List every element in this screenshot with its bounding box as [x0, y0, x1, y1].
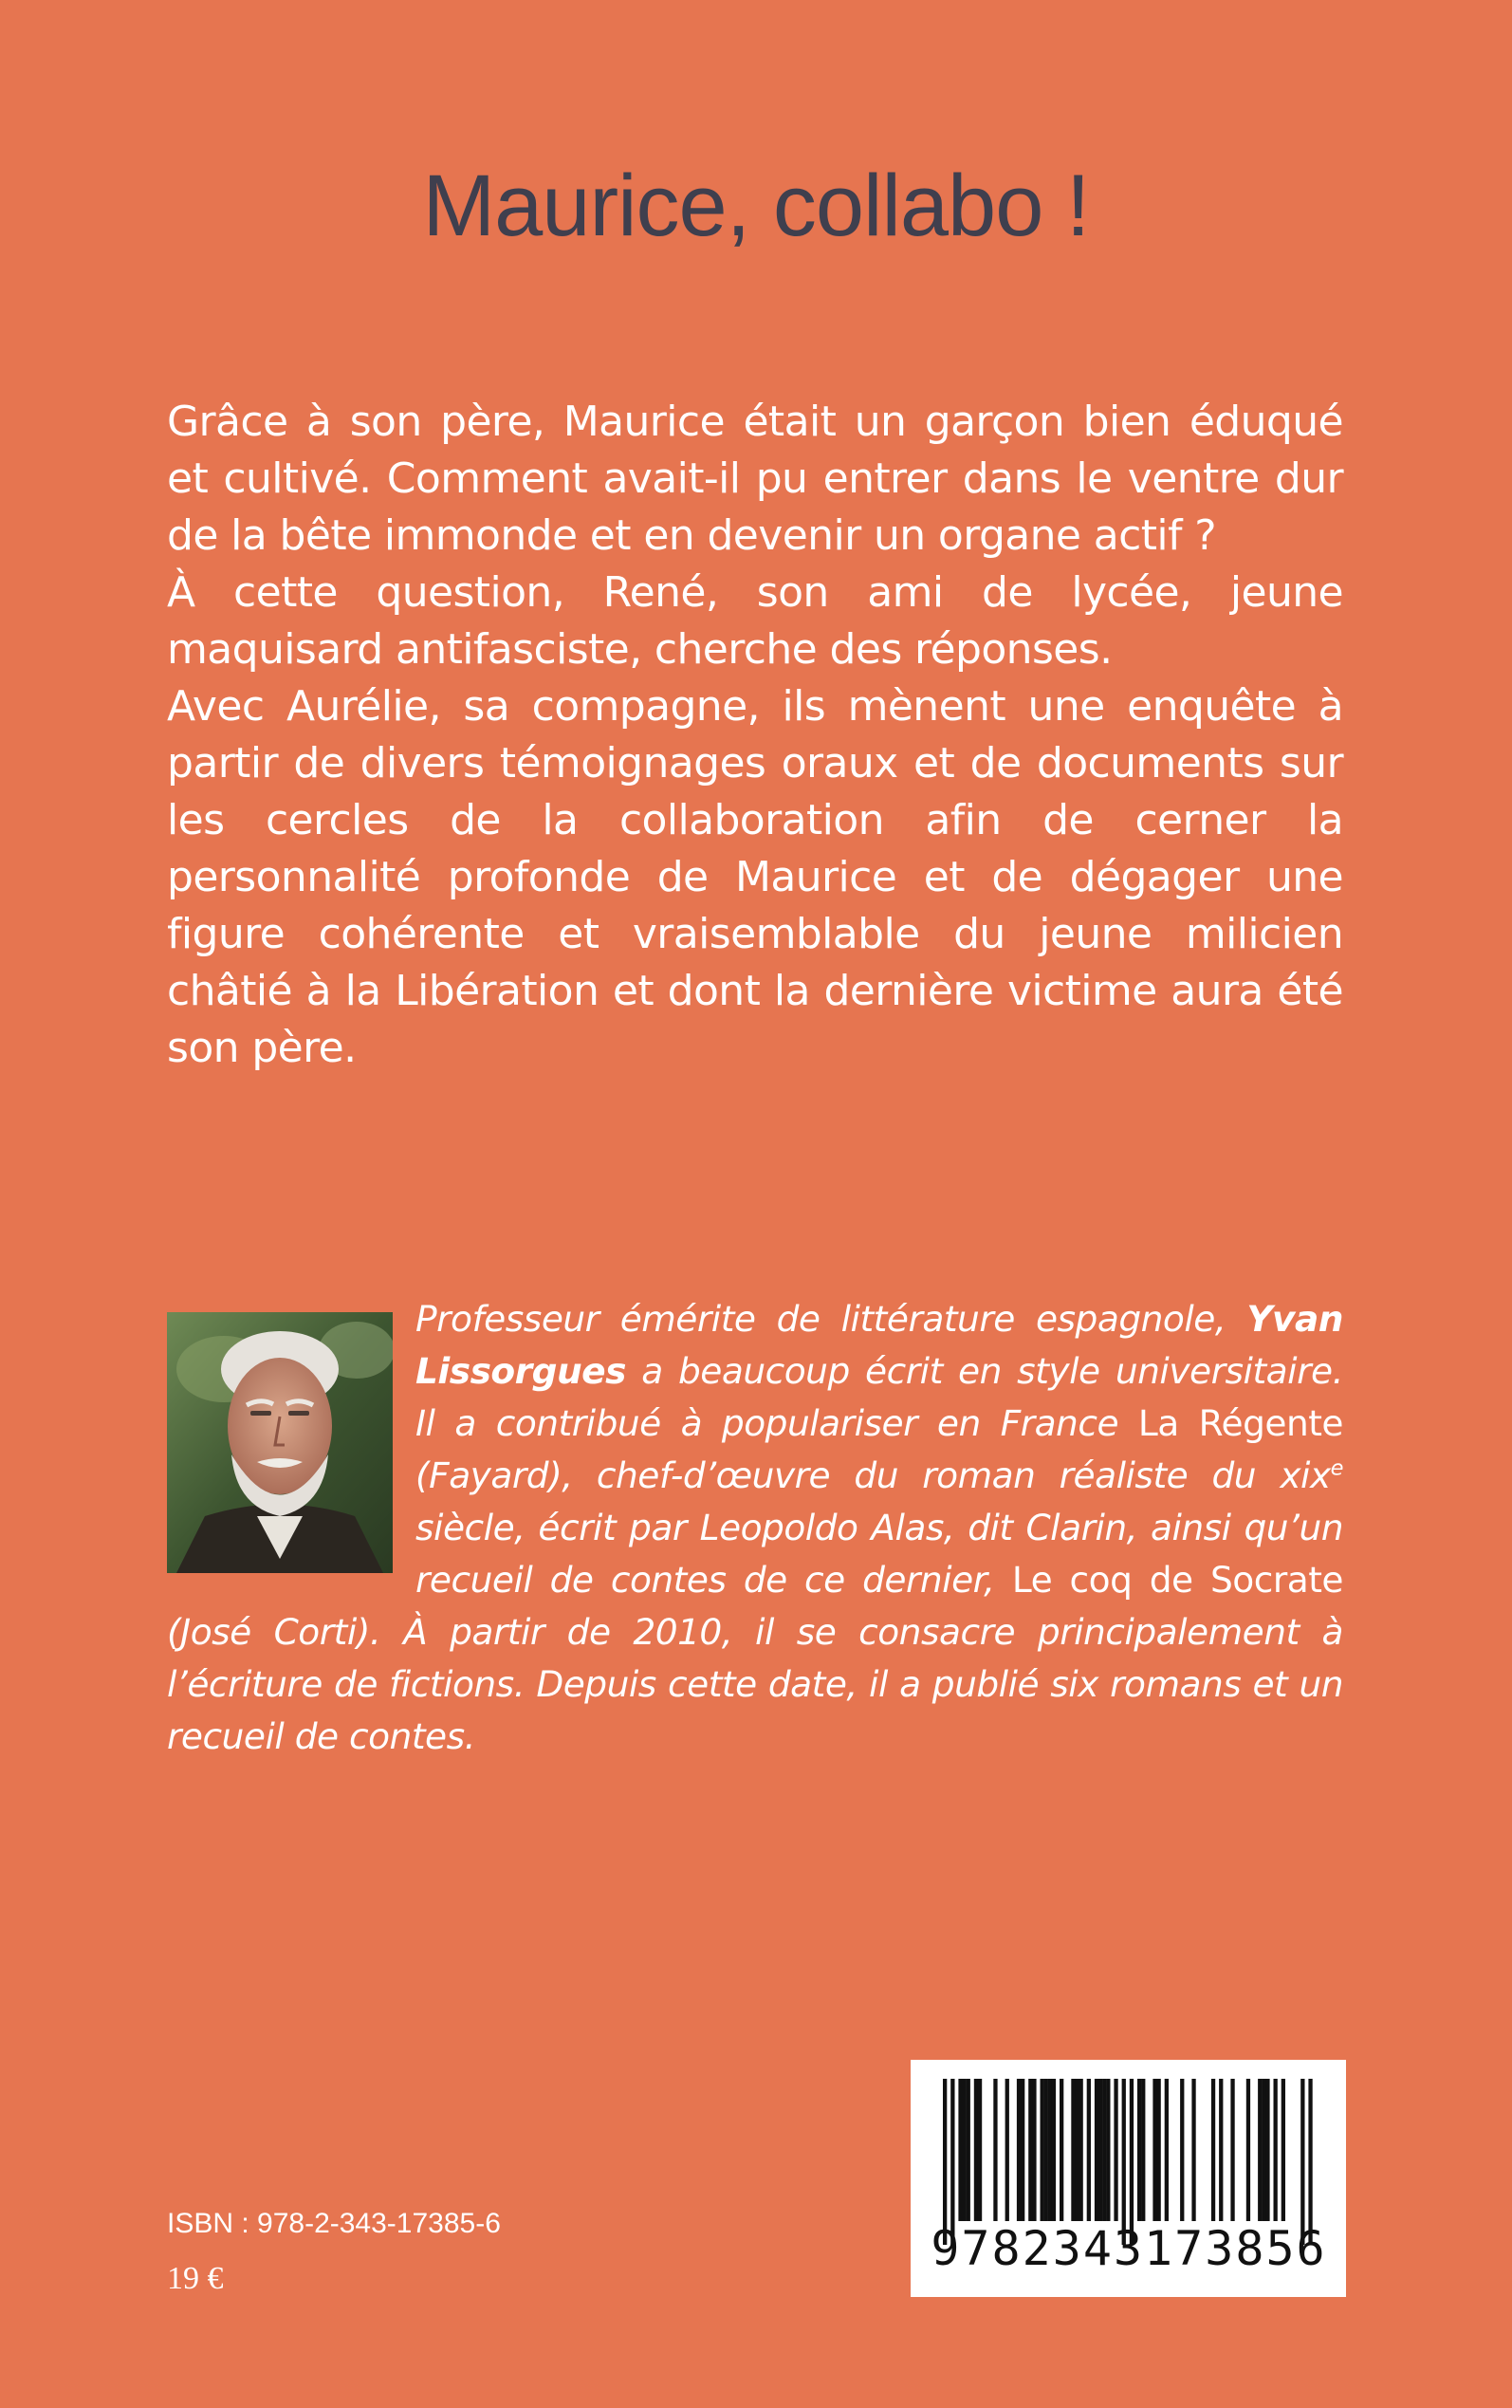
book-reference: Le coq de Socrate [1011, 1559, 1344, 1601]
barcode-bar [1052, 2079, 1056, 2221]
barcode-bar [1211, 2079, 1215, 2221]
book-title: Maurice, collabo ! [422, 157, 1090, 254]
blurb-paragraph: À cette question, René, son ami de lycée, jeune maquisard antifasciste, cherche des réponses. [167, 568, 1343, 674]
barcode-bar [963, 2079, 967, 2221]
bio-text: (Fayard), chef-d’œuvre du roman réaliste du [415, 1454, 1281, 1496]
barcode-bar [1165, 2079, 1169, 2221]
barcode [911, 2060, 1346, 2297]
barcode-bar [1017, 2079, 1021, 2221]
barcode-bar [1262, 2079, 1265, 2221]
blurb-paragraph: Avec Aurélie, sa compagne, ils mènent une enquête à partir de divers témoignages oraux et de documents sur les cercles de la collaboration afin de cerner la personnalité profonde de Maurice et de dégager une figure cohérente et vraisemblable du jeune milicien châtié à la Libération et dont la dernière victime aura été son père. [167, 682, 1343, 1072]
barcode-bar [1157, 2079, 1161, 2221]
back-cover-blurb [167, 394, 1343, 1077]
barcode-bar [1114, 2079, 1117, 2221]
barcode-bar [1106, 2079, 1110, 2221]
barcode-bar [1137, 2079, 1141, 2221]
barcode-bar [1095, 2079, 1098, 2221]
bio-text: (José Corti). À partir de 2010, il se consacre principalement à l’écriture de fictions. Depuis cette date, il a publié six romans et un recueil de contes. [167, 1611, 1343, 1757]
barcode-bar [1191, 2079, 1195, 2221]
price: 19 € [167, 2261, 224, 2296]
book-reference: La Régente [1137, 1402, 1343, 1444]
barcode-bar [1060, 2079, 1063, 2221]
barcode-bar [967, 2079, 970, 2221]
barcode-bar [1265, 2079, 1269, 2221]
century-label [1280, 1454, 1343, 1496]
barcode-bar [1230, 2079, 1234, 2221]
bio-text: siècle, écrit par Leopoldo Alas, dit Clarin, ainsi qu’un recueil de contes de ce dernier, [415, 1507, 1343, 1601]
barcode-bar [1005, 2079, 1009, 2221]
author-bio [167, 1293, 1343, 1763]
barcode-bar [1071, 2079, 1075, 2221]
century-text: xix [1280, 1454, 1331, 1496]
barcode-bar [1021, 2079, 1024, 2221]
barcode-digits: 9782343173856 [931, 2221, 1327, 2276]
barcode-bar [1246, 2079, 1250, 2221]
barcode-bar [974, 2079, 978, 2221]
barcode-bar [1098, 2079, 1102, 2221]
barcode-bar [1152, 2079, 1156, 2221]
barcode-bar [1028, 2079, 1032, 2221]
barcode-bar [1032, 2079, 1036, 2221]
barcode-bar [1079, 2079, 1083, 2221]
barcode-bar [1282, 2079, 1285, 2221]
author-name: Yvan Lissorgues [415, 1298, 1343, 1392]
barcode-bar [1141, 2079, 1145, 2221]
blurb-paragraph: Grâce à son père, Maurice était un garçon bien éduqué et cultivé. Comment avait-il pu entrer dans le ventre dur de la bête immonde et en devenir un organe actif ? [167, 398, 1343, 560]
barcode-bar [1274, 2079, 1278, 2221]
barcode-bar [1258, 2079, 1262, 2221]
photo-spacer [167, 1293, 415, 1606]
barcode-bar [1048, 2079, 1052, 2221]
barcode-bar [1087, 2079, 1091, 2221]
bio-text: Professeur émérite de littérature espagnole, [415, 1298, 1247, 1340]
barcode-bar [1044, 2079, 1048, 2221]
barcode-bar [1041, 2079, 1044, 2221]
barcode-bar [1180, 2079, 1184, 2221]
barcode-bar [1219, 2079, 1223, 2221]
barcode-bar [1102, 2079, 1106, 2221]
isbn: ISBN : 978-2-343-17385-6 [167, 2208, 501, 2239]
barcode-bar [1075, 2079, 1079, 2221]
barcode-bar [993, 2079, 997, 2221]
barcode-bar [978, 2079, 982, 2221]
bio-text: a beaucoup écrit en style universitaire. Il a contribué à populariser en France [415, 1350, 1343, 1444]
barcode-bar [958, 2079, 962, 2221]
century-superscript: e [1330, 1455, 1343, 1481]
